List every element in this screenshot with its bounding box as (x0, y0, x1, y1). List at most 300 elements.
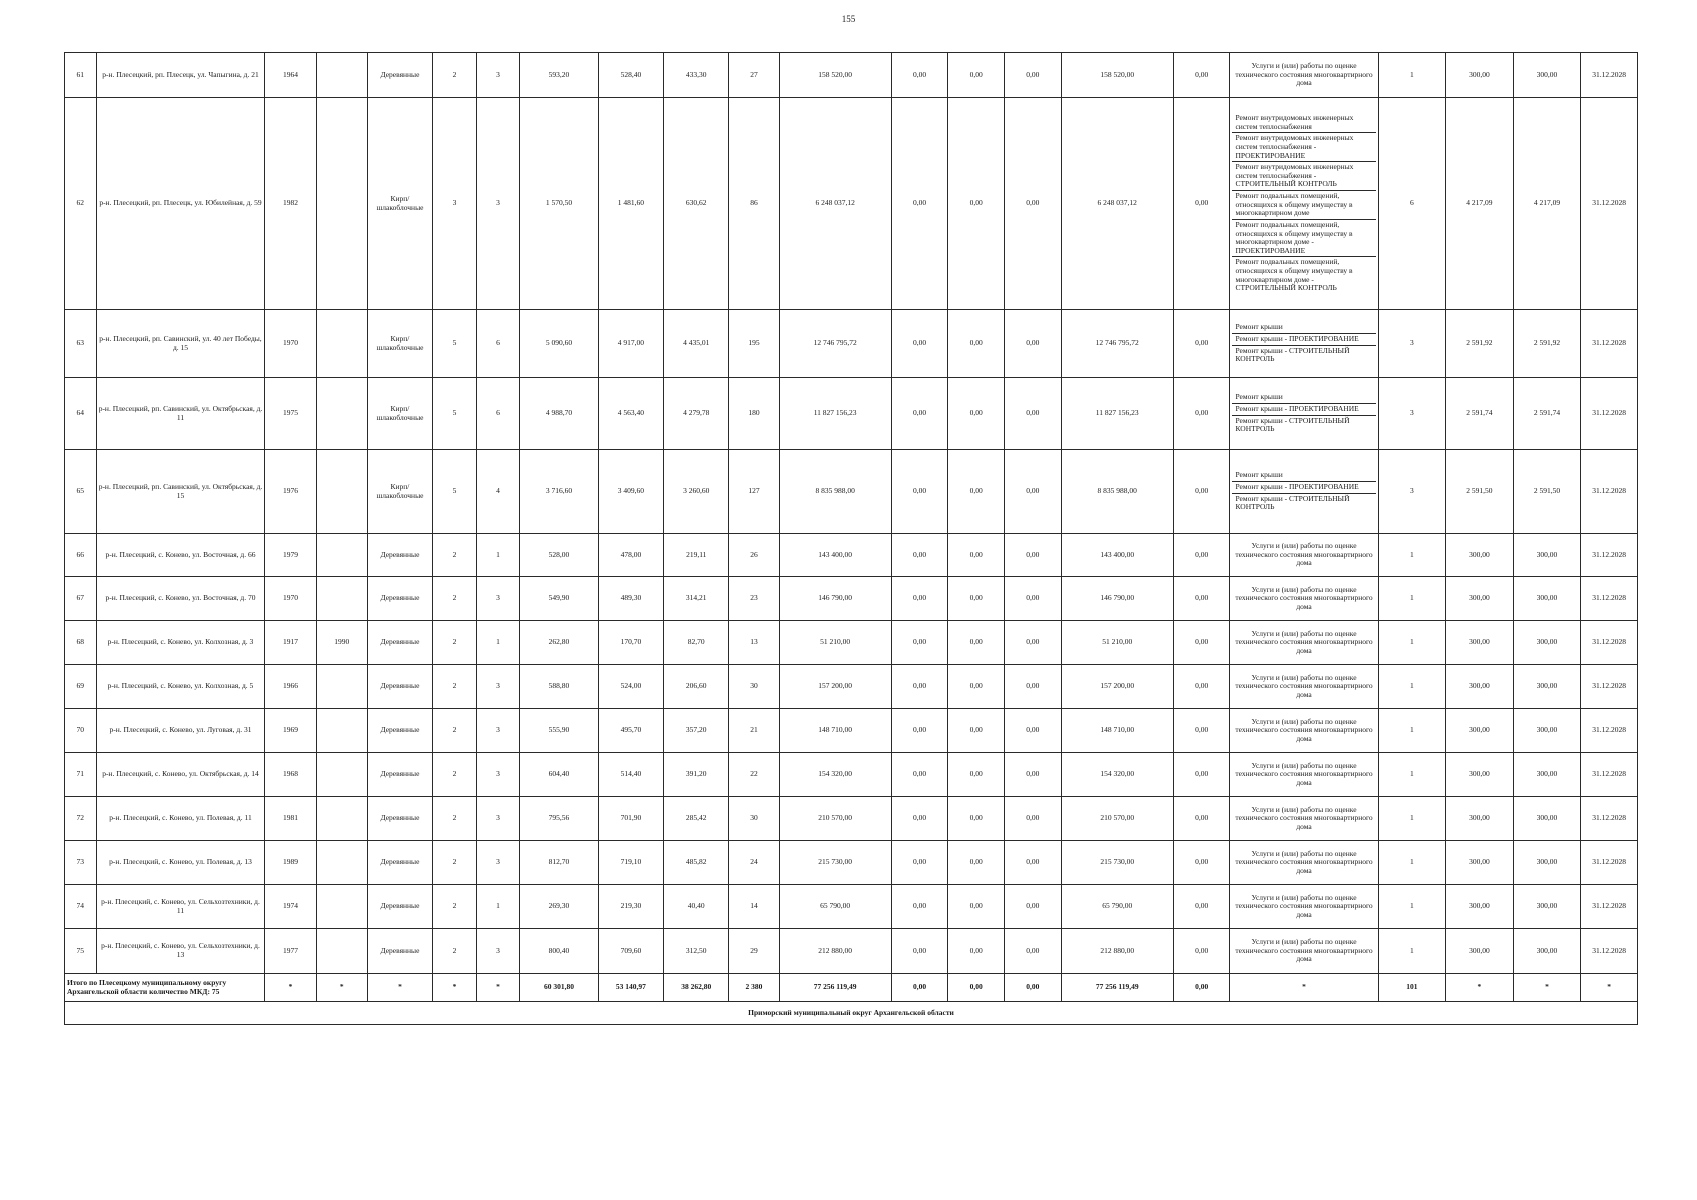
work-item: Ремонт крыши - СТРОИТЕЛЬНЫЙ КОНТРОЛЬ (1235, 415, 1350, 434)
cell-rebuilt (316, 450, 367, 534)
cell-fund-owners: 148 710,00 (1061, 709, 1173, 753)
cell-unit-cost: 4 217,09 (1446, 98, 1514, 310)
cell-works-count: 1 (1378, 929, 1446, 974)
cell-material: Деревянные (367, 929, 432, 974)
cell-n: 66 (65, 534, 97, 577)
cell-address: р-н. Плесецкий, с. Конево, ул. Колхозная, д. 3 (96, 621, 265, 665)
cell-fund-mun: 0,00 (1005, 797, 1062, 841)
cell-unit-cost: 300,00 (1446, 753, 1514, 797)
work-item: Ремонт внутридомовых инженерных систем теплоснабжения - СТРОИТЕЛЬНЫЙ КОНТРОЛЬ (1232, 162, 1375, 191)
cell-material: Деревянные (367, 753, 432, 797)
work-item: Ремонт крыши (1232, 470, 1375, 482)
cell-fund-reg: 0,00 (948, 378, 1005, 450)
cell-living-area: 528,40 (598, 53, 663, 98)
cell-works-count: 1 (1378, 709, 1446, 753)
total-works: * (1230, 974, 1378, 1002)
cell-living-area: 1 481,60 (598, 98, 663, 310)
cell-n: 64 (65, 378, 97, 450)
cell-fund-owners: 215 730,00 (1061, 841, 1173, 885)
cell-material: Деревянные (367, 665, 432, 709)
cell-fund-other: 0,00 (1173, 753, 1230, 797)
cell-fund-owners: 212 880,00 (1061, 929, 1173, 974)
cell-total-area: 5 090,60 (520, 310, 598, 378)
cell-works-count: 3 (1378, 310, 1446, 378)
cell-residents: 14 (729, 885, 779, 929)
cell-residents: 27 (729, 53, 779, 98)
cell-works: Услуги и (или) работы по оценке технического состояния многоквартирного дома (1230, 753, 1378, 797)
total-label: Итого по Плесецкому муниципальному округу Архангельской области количество МКД: 75 (65, 974, 265, 1002)
table-row (65, 577, 1638, 621)
cell-residents: 23 (729, 577, 779, 621)
cell-fund-mun: 0,00 (1005, 450, 1062, 534)
cell-max-cost: 4 217,09 (1513, 98, 1581, 310)
cell-works (1230, 98, 1378, 310)
cell-fund-reg: 0,00 (948, 450, 1005, 534)
cell-residential-area: 391,20 (664, 753, 729, 797)
cell-built: 1981 (265, 797, 316, 841)
cell-fund-owners: 154 320,00 (1061, 753, 1173, 797)
cell-living-area: 489,30 (598, 577, 663, 621)
cell-works: Услуги и (или) работы по оценке технического состояния многоквартирного дома (1230, 577, 1378, 621)
cell-fund-reg: 0,00 (948, 797, 1005, 841)
cell-max-cost: 300,00 (1513, 665, 1581, 709)
cell-cost-total: 51 210,00 (779, 621, 891, 665)
cell-total-area: 588,80 (520, 665, 598, 709)
section-title: Приморский муниципальный округ Архангельской области (65, 1002, 1638, 1025)
cell-material: Деревянные (367, 885, 432, 929)
cell-fund-owners: 51 210,00 (1061, 621, 1173, 665)
cell-unit-cost: 300,00 (1446, 53, 1514, 98)
cell-entrances: 3 (476, 841, 520, 885)
cell-built: 1982 (265, 98, 316, 310)
cell-fund-other: 0,00 (1173, 378, 1230, 450)
cell-cost-total: 210 570,00 (779, 797, 891, 841)
cell-unit-cost: 2 591,50 (1446, 450, 1514, 534)
cell-floors: 5 (433, 378, 477, 450)
cell-cost-total: 148 710,00 (779, 709, 891, 753)
total-unit-cost: * (1446, 974, 1514, 1002)
cell-entrances: 3 (476, 709, 520, 753)
cell-residential-area: 433,30 (664, 53, 729, 98)
cell-address: р-н. Плесецкий, с. Конево, ул. Восточная, д. 66 (96, 534, 265, 577)
cell-address: р-н. Плесецкий, рп. Плесецк, ул. Чапыгина, д. 21 (96, 53, 265, 98)
cell-deadline: 31.12.2028 (1581, 378, 1638, 450)
cell-floors: 5 (433, 310, 477, 378)
cell-material: Деревянные (367, 53, 432, 98)
cell-address: р-н. Плесецкий, рп. Савинский, ул. Октябрьская, д. 15 (96, 450, 265, 534)
cell-unit-cost: 300,00 (1446, 665, 1514, 709)
cell-deadline: 31.12.2028 (1581, 753, 1638, 797)
cell-entrances: 6 (476, 378, 520, 450)
work-item: Ремонт крыши - СТРОИТЕЛЬНЫЙ КОНТРОЛЬ (1235, 345, 1350, 364)
work-item: Ремонт подвальных помещений, относящихся к общему имуществу в многоквартирном доме - СТРОИТЕЛЬНЫЙ КОНТРОЛЬ (1235, 257, 1353, 293)
table-row (65, 885, 1638, 929)
cell-rebuilt (316, 709, 367, 753)
cell-fund-other: 0,00 (1173, 53, 1230, 98)
cell-total-area: 549,90 (520, 577, 598, 621)
table-row (65, 534, 1638, 577)
cell-max-cost: 300,00 (1513, 929, 1581, 974)
table-row (65, 797, 1638, 841)
cell-n: 74 (65, 885, 97, 929)
cell-fund-fed: 0,00 (891, 797, 948, 841)
total-cost-total: 77 256 119,49 (779, 974, 891, 1002)
cell-address: р-н. Плесецкий, с. Конево, ул. Сельхозтехники, д. 11 (96, 885, 265, 929)
cell-n: 68 (65, 621, 97, 665)
cell-n: 72 (65, 797, 97, 841)
cell-unit-cost: 300,00 (1446, 577, 1514, 621)
cell-residents: 26 (729, 534, 779, 577)
cell-built: 1964 (265, 53, 316, 98)
cell-fund-mun: 0,00 (1005, 665, 1062, 709)
cell-works (1230, 310, 1378, 378)
cell-living-area: 4 563,40 (598, 378, 663, 450)
cell-fund-fed: 0,00 (891, 621, 948, 665)
cell-fund-fed: 0,00 (891, 450, 948, 534)
cell-built: 1969 (265, 709, 316, 753)
cell-material: Деревянные (367, 621, 432, 665)
total-entrances: * (476, 974, 520, 1002)
cell-fund-mun: 0,00 (1005, 310, 1062, 378)
cell-n: 70 (65, 709, 97, 753)
cell-unit-cost: 300,00 (1446, 621, 1514, 665)
cell-deadline: 31.12.2028 (1581, 665, 1638, 709)
cell-rebuilt (316, 310, 367, 378)
work-item: Ремонт крыши - СТРОИТЕЛЬНЫЙ КОНТРОЛЬ (1235, 493, 1350, 512)
cell-n: 63 (65, 310, 97, 378)
total-fund-fed: 0,00 (891, 974, 948, 1002)
work-item: Ремонт крыши - ПРОЕКТИРОВАНИЕ (1232, 334, 1375, 346)
cell-fund-mun: 0,00 (1005, 577, 1062, 621)
capital-repair-register-table (64, 52, 1638, 1025)
cell-total-area: 604,40 (520, 753, 598, 797)
cell-built: 1917 (265, 621, 316, 665)
cell-living-area: 701,90 (598, 797, 663, 841)
cell-fund-reg: 0,00 (948, 310, 1005, 378)
cell-built: 1976 (265, 450, 316, 534)
total-residential-area: 38 262,80 (664, 974, 729, 1002)
cell-cost-total: 212 880,00 (779, 929, 891, 974)
cell-material: Деревянные (367, 709, 432, 753)
cell-residential-area: 485,82 (664, 841, 729, 885)
cell-total-area: 593,20 (520, 53, 598, 98)
total-living-area: 53 140,97 (598, 974, 663, 1002)
cell-total-area: 4 988,70 (520, 378, 598, 450)
cell-rebuilt (316, 534, 367, 577)
cell-fund-other: 0,00 (1173, 665, 1230, 709)
cell-address: р-н. Плесецкий, с. Конево, ул. Полевая, д. 13 (96, 841, 265, 885)
table-row (65, 450, 1638, 534)
cell-fund-reg: 0,00 (948, 534, 1005, 577)
cell-works-count: 1 (1378, 885, 1446, 929)
cell-residential-area: 82,70 (664, 621, 729, 665)
total-total-area: 60 301,80 (520, 974, 598, 1002)
work-item: Ремонт крыши (1232, 392, 1375, 404)
cell-n: 62 (65, 98, 97, 310)
cell-living-area: 495,70 (598, 709, 663, 753)
cell-residents: 30 (729, 797, 779, 841)
cell-built: 1975 (265, 378, 316, 450)
cell-residential-area: 357,20 (664, 709, 729, 753)
cell-fund-fed: 0,00 (891, 577, 948, 621)
cell-fund-fed: 0,00 (891, 885, 948, 929)
cell-residents: 195 (729, 310, 779, 378)
total-deadline: * (1581, 974, 1638, 1002)
cell-unit-cost: 300,00 (1446, 534, 1514, 577)
cell-cost-total: 11 827 156,23 (779, 378, 891, 450)
cell-floors: 2 (433, 709, 477, 753)
cell-unit-cost: 300,00 (1446, 709, 1514, 753)
cell-deadline: 31.12.2028 (1581, 310, 1638, 378)
cell-deadline: 31.12.2028 (1581, 577, 1638, 621)
cell-living-area: 3 409,60 (598, 450, 663, 534)
cell-residents: 180 (729, 378, 779, 450)
total-floors: * (433, 974, 477, 1002)
total-fund-reg: 0,00 (948, 974, 1005, 1002)
cell-total-area: 262,80 (520, 621, 598, 665)
work-item: Ремонт подвальных помещений, относящихся к общему имуществу в многоквартирном доме - ПРОЕКТИРОВАНИЕ (1232, 220, 1375, 258)
cell-fund-mun: 0,00 (1005, 98, 1062, 310)
cell-works-count: 1 (1378, 841, 1446, 885)
table-row (65, 753, 1638, 797)
cell-built: 1970 (265, 577, 316, 621)
cell-fund-other: 0,00 (1173, 310, 1230, 378)
cell-fund-owners: 8 835 988,00 (1061, 450, 1173, 534)
cell-entrances: 1 (476, 534, 520, 577)
cell-works-count: 3 (1378, 378, 1446, 450)
cell-fund-mun: 0,00 (1005, 709, 1062, 753)
total-row (65, 974, 1638, 1002)
cell-fund-other: 0,00 (1173, 577, 1230, 621)
cell-fund-other: 0,00 (1173, 621, 1230, 665)
cell-address: р-н. Плесецкий, с. Конево, ул. Луговая, д. 31 (96, 709, 265, 753)
cell-living-area: 709,60 (598, 929, 663, 974)
cell-fund-other: 0,00 (1173, 885, 1230, 929)
cell-works-count: 6 (1378, 98, 1446, 310)
cell-fund-fed: 0,00 (891, 841, 948, 885)
cell-address: р-н. Плесецкий, с. Конево, ул. Восточная, д. 70 (96, 577, 265, 621)
total-fund-owners: 77 256 119,49 (1061, 974, 1173, 1002)
cell-n: 67 (65, 577, 97, 621)
cell-rebuilt (316, 797, 367, 841)
cell-works: Услуги и (или) работы по оценке технического состояния многоквартирного дома (1230, 797, 1378, 841)
cell-entrances: 3 (476, 753, 520, 797)
cell-cost-total: 157 200,00 (779, 665, 891, 709)
cell-built: 1977 (265, 929, 316, 974)
cell-residents: 13 (729, 621, 779, 665)
cell-fund-reg: 0,00 (948, 577, 1005, 621)
cell-living-area: 524,00 (598, 665, 663, 709)
cell-fund-owners: 65 790,00 (1061, 885, 1173, 929)
cell-fund-reg: 0,00 (948, 621, 1005, 665)
cell-material: Деревянные (367, 577, 432, 621)
cell-unit-cost: 300,00 (1446, 841, 1514, 885)
work-item: Ремонт крыши - ПРОЕКТИРОВАНИЕ (1232, 404, 1375, 416)
cell-built: 1970 (265, 310, 316, 378)
table-row (65, 621, 1638, 665)
cell-deadline: 31.12.2028 (1581, 534, 1638, 577)
cell-max-cost: 300,00 (1513, 885, 1581, 929)
cell-living-area: 719,10 (598, 841, 663, 885)
cell-total-area: 528,00 (520, 534, 598, 577)
cell-fund-reg: 0,00 (948, 709, 1005, 753)
cell-fund-fed: 0,00 (891, 709, 948, 753)
cell-max-cost: 2 591,74 (1513, 378, 1581, 450)
cell-fund-other: 0,00 (1173, 98, 1230, 310)
cell-fund-reg: 0,00 (948, 929, 1005, 974)
cell-works-count: 1 (1378, 534, 1446, 577)
cell-entrances: 3 (476, 665, 520, 709)
total-works-count: 101 (1378, 974, 1446, 1002)
cell-fund-other: 0,00 (1173, 534, 1230, 577)
cell-floors: 2 (433, 577, 477, 621)
cell-built: 1989 (265, 841, 316, 885)
table-row (65, 98, 1638, 310)
cell-entrances: 4 (476, 450, 520, 534)
cell-floors: 2 (433, 534, 477, 577)
cell-fund-other: 0,00 (1173, 797, 1230, 841)
cell-fund-mun: 0,00 (1005, 885, 1062, 929)
cell-works-count: 1 (1378, 53, 1446, 98)
cell-works: Услуги и (или) работы по оценке технического состояния многоквартирного дома (1230, 621, 1378, 665)
cell-deadline: 31.12.2028 (1581, 929, 1638, 974)
work-list (1232, 470, 1375, 513)
total-fund-other: 0,00 (1173, 974, 1230, 1002)
cell-residents: 127 (729, 450, 779, 534)
cell-rebuilt (316, 665, 367, 709)
cell-material: Деревянные (367, 841, 432, 885)
cell-unit-cost: 2 591,92 (1446, 310, 1514, 378)
cell-address: р-н. Плесецкий, рп. Савинский, ул. Октябрьская, д. 11 (96, 378, 265, 450)
cell-floors: 2 (433, 885, 477, 929)
cell-cost-total: 215 730,00 (779, 841, 891, 885)
cell-built: 1966 (265, 665, 316, 709)
cell-residential-area: 4 435,01 (664, 310, 729, 378)
cell-material: Кирп/ шлакоблочные (367, 98, 432, 310)
cell-works (1230, 378, 1378, 450)
work-item: Ремонт внутридомовых инженерных систем теплоснабжения - ПРОЕКТИРОВАНИЕ (1232, 133, 1375, 162)
cell-fund-fed: 0,00 (891, 753, 948, 797)
page-number: 155 (841, 14, 856, 24)
cell-unit-cost: 300,00 (1446, 885, 1514, 929)
cell-cost-total: 65 790,00 (779, 885, 891, 929)
cell-works: Услуги и (или) работы по оценке технического состояния многоквартирного дома (1230, 534, 1378, 577)
cell-fund-mun: 0,00 (1005, 534, 1062, 577)
cell-unit-cost: 300,00 (1446, 797, 1514, 841)
cell-material: Кирп/ шлакоблочные (367, 450, 432, 534)
cell-fund-reg: 0,00 (948, 885, 1005, 929)
cell-address: р-н. Плесецкий, с. Конево, ул. Октябрьская, д. 14 (96, 753, 265, 797)
cell-floors: 2 (433, 665, 477, 709)
cell-max-cost: 300,00 (1513, 709, 1581, 753)
cell-max-cost: 300,00 (1513, 534, 1581, 577)
cell-max-cost: 2 591,50 (1513, 450, 1581, 534)
cell-total-area: 795,56 (520, 797, 598, 841)
total-fund-mun: 0,00 (1005, 974, 1062, 1002)
cell-works: Услуги и (или) работы по оценке технического состояния многоквартирного дома (1230, 665, 1378, 709)
cell-unit-cost: 2 591,74 (1446, 378, 1514, 450)
total-built: * (265, 974, 316, 1002)
cell-works-count: 3 (1378, 450, 1446, 534)
cell-entrances: 3 (476, 53, 520, 98)
cell-deadline: 31.12.2028 (1581, 53, 1638, 98)
cell-n: 65 (65, 450, 97, 534)
cell-built: 1979 (265, 534, 316, 577)
cell-n: 69 (65, 665, 97, 709)
cell-floors: 2 (433, 621, 477, 665)
cell-fund-fed: 0,00 (891, 378, 948, 450)
cell-rebuilt (316, 53, 367, 98)
cell-material: Кирп/ шлакоблочные (367, 310, 432, 378)
cell-max-cost: 300,00 (1513, 841, 1581, 885)
cell-entrances: 1 (476, 885, 520, 929)
cell-rebuilt (316, 753, 367, 797)
cell-total-area: 269,30 (520, 885, 598, 929)
cell-max-cost: 300,00 (1513, 621, 1581, 665)
cell-residential-area: 40,40 (664, 885, 729, 929)
cell-residents: 22 (729, 753, 779, 797)
cell-fund-fed: 0,00 (891, 665, 948, 709)
table-row (65, 841, 1638, 885)
cell-fund-other: 0,00 (1173, 709, 1230, 753)
cell-living-area: 514,40 (598, 753, 663, 797)
cell-deadline: 31.12.2028 (1581, 621, 1638, 665)
cell-fund-owners: 143 400,00 (1061, 534, 1173, 577)
cell-works-count: 1 (1378, 797, 1446, 841)
cell-deadline: 31.12.2028 (1581, 841, 1638, 885)
cell-floors: 2 (433, 797, 477, 841)
cell-total-area: 555,90 (520, 709, 598, 753)
cell-n: 73 (65, 841, 97, 885)
cell-max-cost: 300,00 (1513, 53, 1581, 98)
cell-max-cost: 300,00 (1513, 577, 1581, 621)
cell-max-cost: 300,00 (1513, 753, 1581, 797)
cell-residents: 30 (729, 665, 779, 709)
cell-residential-area: 312,50 (664, 929, 729, 974)
table-row (65, 929, 1638, 974)
cell-residential-area: 3 260,60 (664, 450, 729, 534)
cell-entrances: 1 (476, 621, 520, 665)
cell-fund-owners: 157 200,00 (1061, 665, 1173, 709)
cell-total-area: 812,70 (520, 841, 598, 885)
table-row (65, 53, 1638, 98)
cell-max-cost: 2 591,92 (1513, 310, 1581, 378)
table-row (65, 665, 1638, 709)
cell-floors: 2 (433, 929, 477, 974)
cell-unit-cost: 300,00 (1446, 929, 1514, 974)
cell-entrances: 3 (476, 98, 520, 310)
work-item: Ремонт подвальных помещений, относящихся к общему имуществу в многоквартирном доме (1232, 191, 1375, 220)
cell-works: Услуги и (или) работы по оценке технического состояния многоквартирного дома (1230, 929, 1378, 974)
cell-built: 1968 (265, 753, 316, 797)
cell-living-area: 170,70 (598, 621, 663, 665)
cell-fund-fed: 0,00 (891, 98, 948, 310)
cell-works: Услуги и (или) работы по оценке технического состояния многоквартирного дома (1230, 885, 1378, 929)
cell-rebuilt (316, 98, 367, 310)
cell-works: Услуги и (или) работы по оценке технического состояния многоквартирного дома (1230, 709, 1378, 753)
cell-residential-area: 206,60 (664, 665, 729, 709)
cell-material: Кирп/ шлакоблочные (367, 378, 432, 450)
work-item: Ремонт крыши - ПРОЕКТИРОВАНИЕ (1232, 482, 1375, 494)
cell-rebuilt (316, 378, 367, 450)
register-body (65, 53, 1638, 1025)
cell-max-cost: 300,00 (1513, 797, 1581, 841)
cell-fund-owners: 11 827 156,23 (1061, 378, 1173, 450)
cell-fund-mun: 0,00 (1005, 929, 1062, 974)
cell-fund-mun: 0,00 (1005, 53, 1062, 98)
cell-rebuilt (316, 929, 367, 974)
cell-residents: 24 (729, 841, 779, 885)
